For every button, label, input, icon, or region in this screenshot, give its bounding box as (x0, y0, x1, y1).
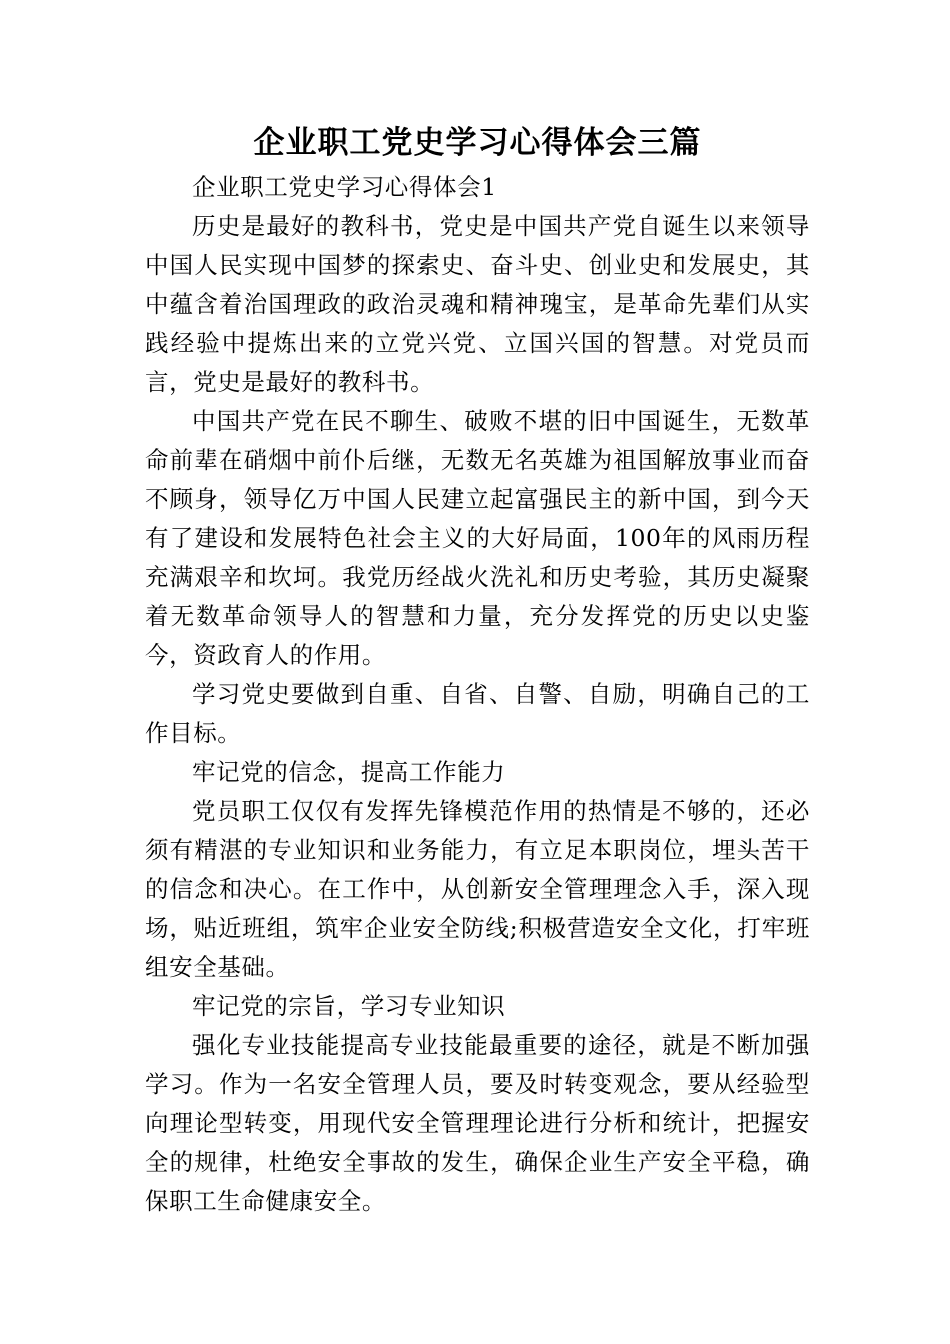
paragraph: 强化专业技能提高专业技能最重要的途径，就是不断加强学习。作为一名安全管理人员，要及时转变观念，要从经验型向理论型转变，用现代安全管理理论进行分析和统计，把握安全的规律，杜绝安全事故的发生，确保企业生产安全平稳，确保职工生命健康安全。 (145, 1031, 810, 1215)
paragraph: 学习党史要做到自重、自省、自警、自励，明确自己的工作目标。 (145, 680, 810, 747)
paragraph: 党员职工仅仅有发挥先锋模范作用的热情是不够的，还必须有精湛的专业知识和业务能力，有立足本职岗位，埋头苦干的信念和决心。在工作中，从创新安全管理理念入手，深入现场，贴近班组，筑牢企业安全防线;积极营造安全文化，打牢班组安全基础。 (145, 797, 810, 981)
paragraph: 历史是最好的教科书，党史是中国共产党自诞生以来领导中国人民实现中国梦的探索史、奋斗史、创业史和发展史，其中蕴含着治国理政的政治灵魂和精神瑰宝，是革命先辈们从实践经验中提炼出来的立党兴党、立国兴国的智慧。对党员而言，党史是最好的教科书。 (145, 212, 810, 396)
document-body (145, 118, 810, 1221)
subheading: 牢记党的宗旨，学习专业知识 (192, 992, 506, 1020)
section-heading: 企业职工党史学习心得体会1 (192, 173, 497, 201)
subheading: 牢记党的信念，提高工作能力 (192, 758, 506, 786)
document-title: 企业职工党史学习心得体会三篇 (253, 125, 702, 161)
paragraph: 中国共产党在民不聊生、破败不堪的旧中国诞生，无数革命前辈在硝烟中前仆后继，无数无名英雄为祖国解放事业而奋不顾身，领导亿万中国人民建立起富强民主的新中国，到今天有了建设和发展特色社会主义的大好局面，100年的风雨历程充满艰辛和坎坷。我党历经战火洗礼和历史考验，其历史凝聚着无数革命领导人的智慧和力量，充分发挥党的历史以史鉴今，资政育人的作用。 (145, 407, 810, 669)
